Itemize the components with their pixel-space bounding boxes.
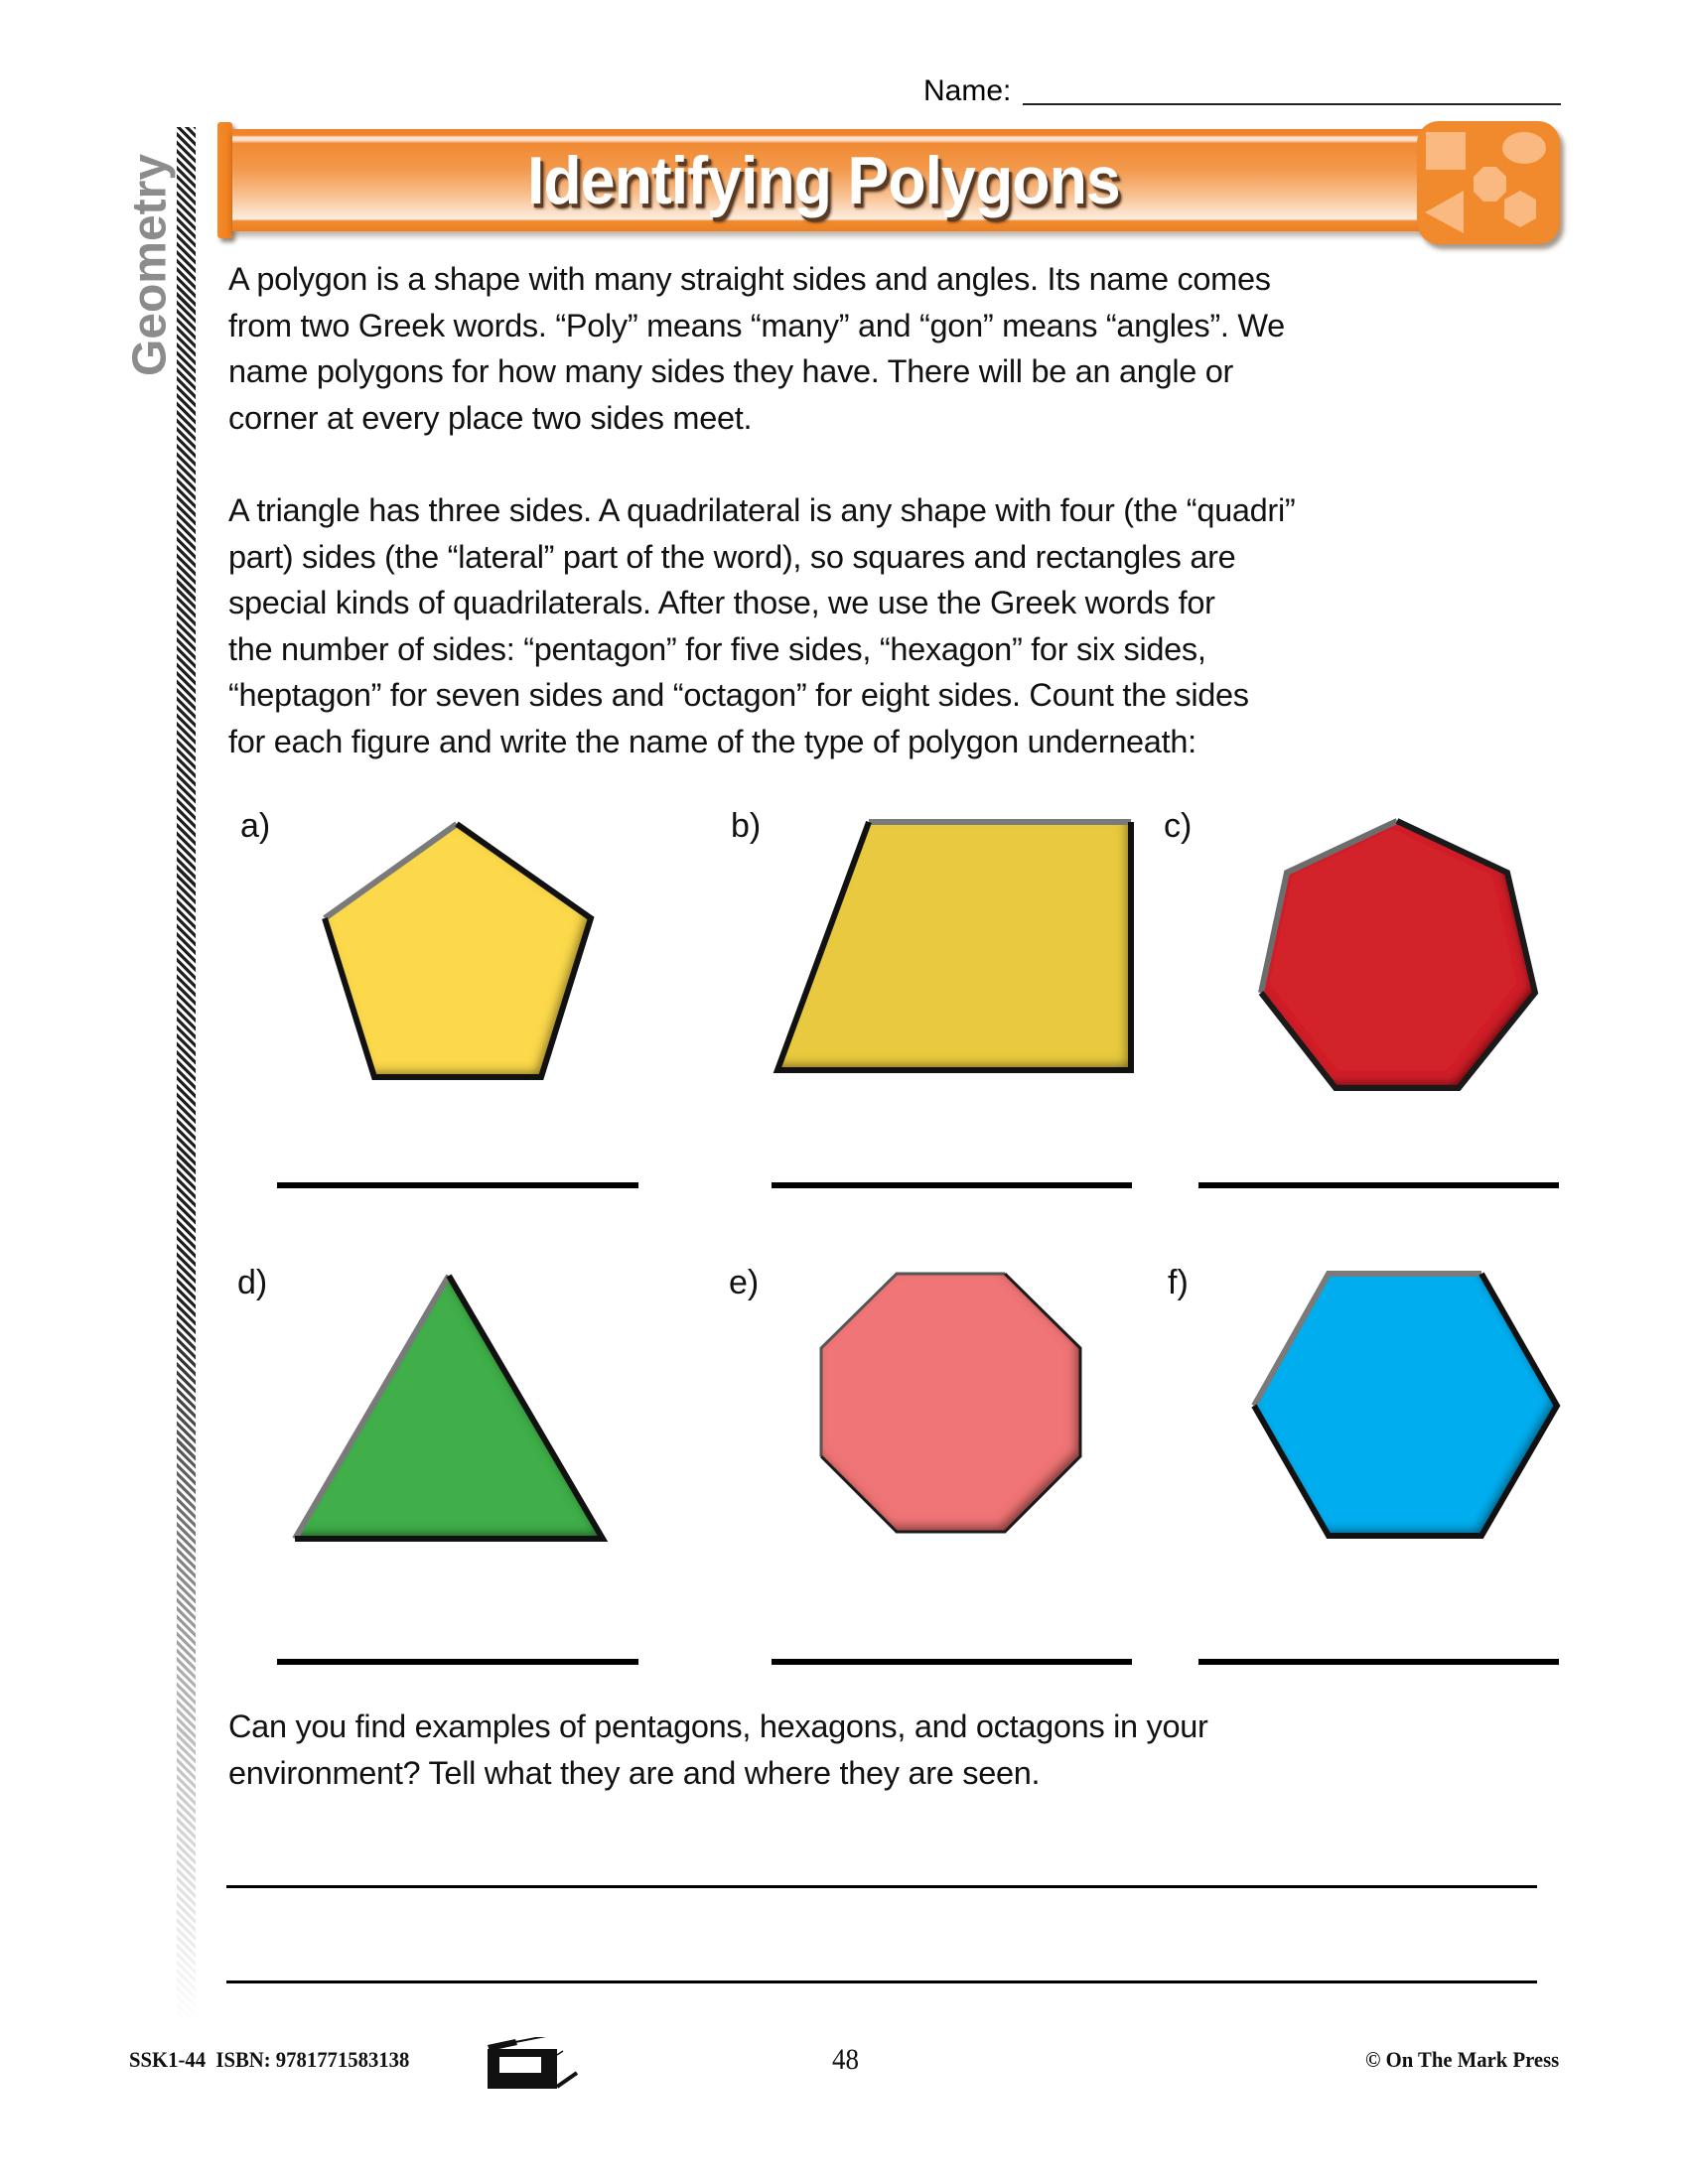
section-label-text: Geometry (123, 153, 177, 377)
name-label: Name: (923, 74, 1012, 107)
footer-code-isbn: SSK1-44 ISBN: 9781771583138 (129, 2047, 410, 2072)
page-number: 48 (832, 2043, 859, 2076)
answer-line-a[interactable] (277, 1182, 638, 1188)
question-line: Can you find examples of pentagons, hexagons, and octagons in your (228, 1708, 1208, 1744)
hexagon-shape (1254, 1274, 1557, 1536)
quadrilateral-shape (777, 822, 1131, 1070)
answer-line-c[interactable] (1198, 1182, 1559, 1188)
answer-line-e[interactable] (772, 1659, 1132, 1665)
photocopier-icon (486, 2037, 581, 2091)
question-line: environment? Tell what they are and where they are seen. (228, 1754, 1041, 1791)
paragraph-line: from two Greek words. “Poly” means “many” and “gon” means “angles”. We (228, 307, 1285, 343)
pentagon-shape (325, 824, 591, 1077)
answer-line-d[interactable] (277, 1659, 638, 1665)
paragraph-line: for each figure and write the name of the type of polygon underneath: (228, 723, 1196, 759)
write-line-1[interactable] (226, 1885, 1537, 1888)
question-paragraph (228, 1704, 1564, 1796)
paragraph-line: corner at every place two sides meet. (228, 399, 753, 436)
figure-label-d: d) (237, 1264, 268, 1301)
paragraph-line: A triangle has three sides. A quadrilateral is any shape with four (the “quadri” (228, 492, 1296, 528)
paragraph-line: part) sides (the “lateral” part of the word), so squares and rectangles are (228, 538, 1236, 575)
paragraph-line: the number of sides: “pentagon” for five sides, “hexagon” for six sides, (228, 630, 1206, 667)
paragraph-line: A polygon is a shape with many straight sides and angles. Its name comes (228, 261, 1271, 297)
paragraph-line: special kinds of quadrilaterals. After those, we use the Greek words for (228, 585, 1215, 621)
figure-label-f: f) (1168, 1264, 1189, 1301)
octagon-shape (821, 1274, 1080, 1532)
answer-line-b[interactable] (772, 1182, 1132, 1188)
paragraph-line: name polygons for how many sides they have. There will be an angle or (228, 353, 1234, 390)
write-line-2[interactable] (226, 1980, 1537, 1983)
footer-copyright: © On The Mark Press (1364, 2047, 1559, 2072)
page-title-text: Identifying Polygons (526, 142, 1120, 218)
triangle-shape (295, 1276, 603, 1539)
heptagon-shape (1261, 821, 1535, 1088)
figure-label-e: e) (729, 1264, 760, 1301)
figure-label-a: a) (240, 807, 271, 845)
paragraph-line: “heptagon” for seven sides and “octagon” for eight sides. Count the sides (228, 677, 1249, 714)
figure-label-b: b) (731, 807, 762, 845)
figure-label-c: c) (1164, 807, 1193, 845)
answer-line-f[interactable] (1198, 1659, 1559, 1665)
